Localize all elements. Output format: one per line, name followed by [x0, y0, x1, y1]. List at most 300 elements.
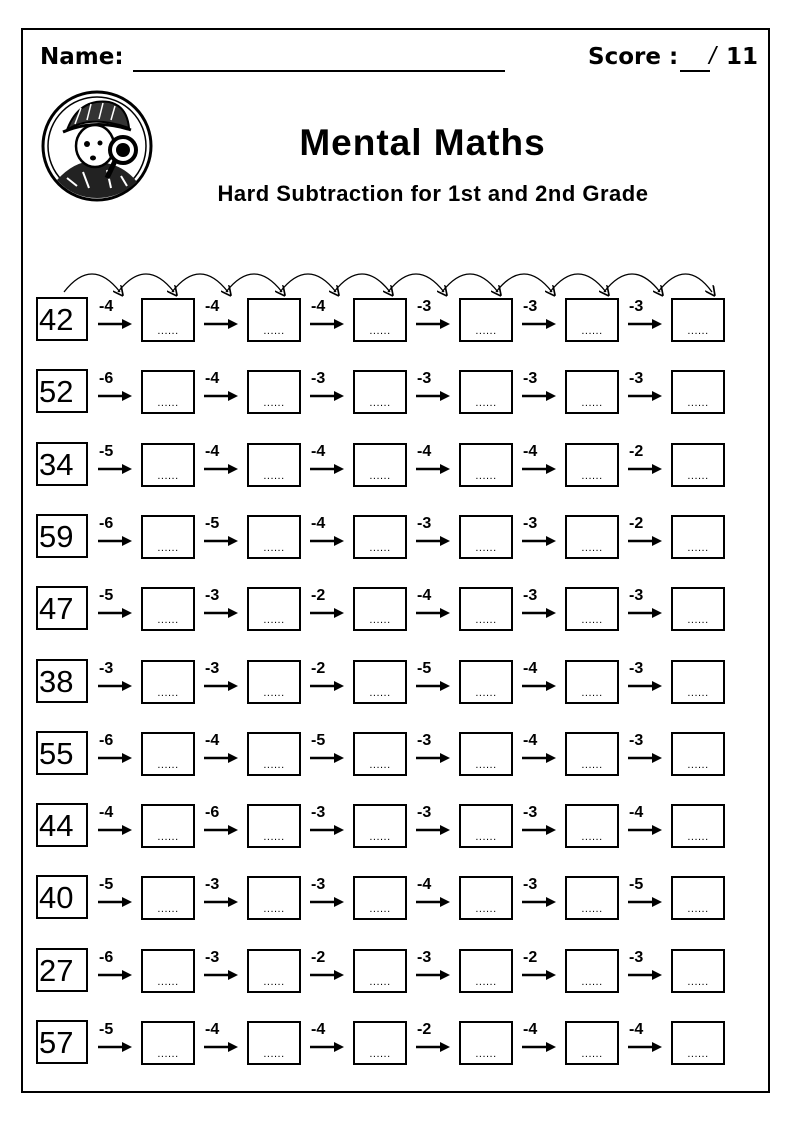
step-value: -5: [99, 1021, 114, 1038]
hop-arcs-icon: [0, 0, 794, 300]
start-number: 40: [36, 875, 88, 919]
subtraction-step: [520, 1021, 558, 1061]
answer-box[interactable]: [247, 587, 301, 631]
answer-box[interactable]: [459, 732, 513, 776]
answer-box[interactable]: [247, 370, 301, 414]
answer-box[interactable]: [353, 1021, 407, 1065]
right-arrow-icon: [202, 1041, 240, 1053]
subtraction-step: [202, 298, 240, 338]
subtraction-step: [626, 370, 664, 410]
step-value: -5: [99, 876, 114, 893]
step-value: -3: [417, 515, 432, 532]
answer-box[interactable]: [671, 804, 725, 848]
right-arrow-icon: [308, 896, 346, 908]
subtraction-step: [308, 732, 346, 772]
start-number: 44: [36, 803, 88, 847]
step-value: -3: [629, 298, 644, 315]
subtraction-step: [308, 587, 346, 627]
answer-box[interactable]: [353, 587, 407, 631]
subtraction-step: [626, 804, 664, 844]
step-value: -4: [205, 370, 220, 387]
right-arrow-icon: [414, 969, 452, 981]
subtraction-step: [202, 370, 240, 410]
right-arrow-icon: [520, 463, 558, 475]
subtraction-step: [520, 298, 558, 338]
answer-box[interactable]: [671, 298, 725, 342]
start-number: 27: [36, 948, 88, 992]
right-arrow-icon: [202, 896, 240, 908]
step-value: -3: [205, 660, 220, 677]
step-value: -3: [205, 587, 220, 604]
right-arrow-icon: [308, 318, 346, 330]
step-value: -4: [523, 1021, 538, 1038]
step-value: -4: [629, 1021, 644, 1038]
problem-row: [36, 948, 736, 996]
right-arrow-icon: [96, 680, 134, 692]
right-arrow-icon: [626, 752, 664, 764]
right-arrow-icon: [202, 969, 240, 981]
answer-blank: ......: [475, 976, 497, 988]
step-value: -3: [523, 804, 538, 821]
subtraction-step: [626, 876, 664, 916]
answer-box[interactable]: [353, 370, 407, 414]
answer-blank: ......: [369, 470, 391, 482]
answer-blank: ......: [157, 903, 179, 915]
subtraction-step: [414, 443, 452, 483]
subtraction-step: [414, 370, 452, 410]
step-value: -6: [99, 515, 114, 532]
right-arrow-icon: [96, 607, 134, 619]
answer-box[interactable]: [565, 949, 619, 993]
subtraction-step: [626, 732, 664, 772]
subtraction-step: [96, 732, 134, 772]
right-arrow-icon: [308, 607, 346, 619]
subtraction-step: [520, 660, 558, 700]
subtraction-step: [308, 660, 346, 700]
answer-box[interactable]: [671, 587, 725, 631]
answer-blank: ......: [157, 325, 179, 337]
answer-blank: ......: [687, 397, 709, 409]
answer-box[interactable]: [141, 298, 195, 342]
right-arrow-icon: [308, 969, 346, 981]
answer-blank: ......: [263, 397, 285, 409]
step-value: -4: [205, 1021, 220, 1038]
right-arrow-icon: [202, 607, 240, 619]
right-arrow-icon: [308, 463, 346, 475]
answer-box[interactable]: [565, 587, 619, 631]
step-value: -4: [523, 732, 538, 749]
score-total: 11: [726, 44, 759, 70]
answer-blank: ......: [581, 542, 603, 554]
answer-box[interactable]: [353, 876, 407, 920]
answer-box[interactable]: [671, 443, 725, 487]
answer-box[interactable]: [247, 1021, 301, 1065]
start-number: 42: [36, 297, 88, 341]
subtraction-step: [202, 949, 240, 989]
answer-blank: ......: [157, 542, 179, 554]
answer-blank: ......: [157, 976, 179, 988]
answer-box[interactable]: [565, 876, 619, 920]
right-arrow-icon: [414, 535, 452, 547]
right-arrow-icon: [202, 535, 240, 547]
subtraction-step: [414, 804, 452, 844]
answer-box[interactable]: [353, 804, 407, 848]
answer-blank: ......: [475, 542, 497, 554]
name-label: Name:: [40, 44, 124, 70]
subtraction-step: [96, 876, 134, 916]
step-value: -3: [417, 949, 432, 966]
answer-box[interactable]: [459, 515, 513, 559]
step-value: -6: [99, 732, 114, 749]
answer-blank: ......: [263, 759, 285, 771]
answer-box[interactable]: [459, 949, 513, 993]
answer-blank: ......: [157, 687, 179, 699]
step-value: -2: [311, 660, 326, 677]
step-value: -2: [523, 949, 538, 966]
right-arrow-icon: [626, 1041, 664, 1053]
subtraction-step: [520, 949, 558, 989]
answer-box[interactable]: [353, 949, 407, 993]
subtraction-step: [414, 876, 452, 916]
right-arrow-icon: [414, 680, 452, 692]
start-number: 55: [36, 731, 88, 775]
step-value: -3: [417, 298, 432, 315]
problem-row: [36, 514, 736, 562]
answer-blank: ......: [157, 831, 179, 843]
right-arrow-icon: [520, 535, 558, 547]
answer-blank: ......: [475, 614, 497, 626]
answer-blank: ......: [157, 614, 179, 626]
step-value: -3: [629, 949, 644, 966]
answer-box[interactable]: [459, 443, 513, 487]
right-arrow-icon: [626, 896, 664, 908]
answer-blank: ......: [263, 976, 285, 988]
right-arrow-icon: [308, 535, 346, 547]
subtraction-step: [626, 298, 664, 338]
subtraction-step: [308, 443, 346, 483]
step-value: -4: [205, 298, 220, 315]
answer-box[interactable]: [141, 949, 195, 993]
subtraction-step: [626, 515, 664, 555]
right-arrow-icon: [520, 680, 558, 692]
answer-blank: ......: [263, 687, 285, 699]
right-arrow-icon: [626, 680, 664, 692]
step-value: -2: [629, 515, 644, 532]
answer-box[interactable]: [565, 732, 619, 776]
answer-blank: ......: [263, 470, 285, 482]
problem-row: [36, 297, 736, 345]
answer-box[interactable]: [247, 298, 301, 342]
step-value: -5: [417, 660, 432, 677]
right-arrow-icon: [202, 463, 240, 475]
subtraction-step: [520, 443, 558, 483]
subtraction-step: [202, 587, 240, 627]
step-value: -4: [417, 443, 432, 460]
subtraction-step: [96, 949, 134, 989]
start-number: 57: [36, 1020, 88, 1064]
right-arrow-icon: [520, 1041, 558, 1053]
answer-box[interactable]: [247, 876, 301, 920]
subtraction-step: [308, 1021, 346, 1061]
answer-blank: ......: [581, 976, 603, 988]
answer-box[interactable]: [671, 1021, 725, 1065]
subtraction-step: [96, 587, 134, 627]
step-value: -6: [99, 949, 114, 966]
subtraction-step: [414, 587, 452, 627]
answer-box[interactable]: [353, 443, 407, 487]
step-value: -4: [311, 515, 326, 532]
answer-blank: ......: [687, 759, 709, 771]
answer-blank: ......: [581, 687, 603, 699]
answer-box[interactable]: [459, 804, 513, 848]
answer-blank: ......: [687, 831, 709, 843]
problem-row: [36, 875, 736, 923]
right-arrow-icon: [414, 824, 452, 836]
answer-blank: ......: [581, 614, 603, 626]
right-arrow-icon: [520, 969, 558, 981]
answer-box[interactable]: [247, 804, 301, 848]
step-value: -3: [417, 732, 432, 749]
answer-box[interactable]: [141, 515, 195, 559]
answer-box[interactable]: [565, 298, 619, 342]
subtraction-step: [96, 804, 134, 844]
subtraction-step: [308, 298, 346, 338]
problem-row: [36, 803, 736, 851]
subtraction-step: [520, 804, 558, 844]
right-arrow-icon: [520, 607, 558, 619]
subtraction-step: [414, 298, 452, 338]
right-arrow-icon: [308, 824, 346, 836]
step-value: -4: [311, 298, 326, 315]
step-value: -3: [311, 370, 326, 387]
subtraction-step: [414, 660, 452, 700]
answer-blank: ......: [581, 397, 603, 409]
answer-blank: ......: [475, 397, 497, 409]
answer-blank: ......: [157, 759, 179, 771]
answer-box[interactable]: [459, 298, 513, 342]
answer-box[interactable]: [565, 443, 619, 487]
answer-blank: ......: [687, 325, 709, 337]
answer-box[interactable]: [459, 370, 513, 414]
answer-box[interactable]: [671, 660, 725, 704]
step-value: -3: [523, 370, 538, 387]
answer-blank: ......: [687, 976, 709, 988]
subtraction-step: [202, 876, 240, 916]
answer-blank: ......: [369, 831, 391, 843]
answer-box[interactable]: [565, 515, 619, 559]
answer-box[interactable]: [247, 515, 301, 559]
right-arrow-icon: [96, 969, 134, 981]
answer-blank: ......: [369, 976, 391, 988]
answer-blank: ......: [475, 831, 497, 843]
start-number: 52: [36, 369, 88, 413]
answer-blank: ......: [369, 1048, 391, 1060]
answer-box[interactable]: [141, 1021, 195, 1065]
step-value: -2: [629, 443, 644, 460]
step-value: -3: [523, 587, 538, 604]
right-arrow-icon: [96, 1041, 134, 1053]
answer-blank: ......: [687, 903, 709, 915]
step-value: -2: [311, 587, 326, 604]
answer-box[interactable]: [459, 1021, 513, 1065]
step-value: -4: [523, 660, 538, 677]
subtraction-step: [626, 1021, 664, 1061]
subtraction-step: [520, 515, 558, 555]
answer-box[interactable]: [247, 732, 301, 776]
answer-box[interactable]: [459, 660, 513, 704]
step-value: -3: [311, 804, 326, 821]
step-value: -4: [311, 1021, 326, 1038]
subtraction-step: [308, 876, 346, 916]
step-value: -4: [205, 732, 220, 749]
score-label: Score :: [588, 44, 679, 70]
answer-box[interactable]: [247, 660, 301, 704]
step-value: -3: [629, 587, 644, 604]
step-value: -4: [99, 298, 114, 315]
subtraction-step: [414, 949, 452, 989]
subtraction-step: [308, 370, 346, 410]
answer-box[interactable]: [671, 370, 725, 414]
answer-box[interactable]: [671, 949, 725, 993]
step-value: -2: [311, 949, 326, 966]
answer-box[interactable]: [565, 804, 619, 848]
answer-blank: ......: [157, 470, 179, 482]
answer-box[interactable]: [459, 876, 513, 920]
start-number: 59: [36, 514, 88, 558]
right-arrow-icon: [308, 752, 346, 764]
problem-row: [36, 586, 736, 634]
step-value: -5: [311, 732, 326, 749]
answer-box[interactable]: [141, 876, 195, 920]
answer-blank: ......: [263, 1048, 285, 1060]
answer-blank: ......: [475, 325, 497, 337]
problem-row: [36, 442, 736, 490]
answer-blank: ......: [475, 470, 497, 482]
answer-box[interactable]: [353, 660, 407, 704]
right-arrow-icon: [308, 390, 346, 402]
subtraction-step: [96, 660, 134, 700]
subtraction-step: [308, 515, 346, 555]
answer-box[interactable]: [671, 876, 725, 920]
answer-blank: ......: [581, 903, 603, 915]
right-arrow-icon: [414, 390, 452, 402]
answer-blank: ......: [157, 1048, 179, 1060]
answer-box[interactable]: [247, 443, 301, 487]
step-value: -3: [629, 370, 644, 387]
subtraction-step: [308, 949, 346, 989]
answer-blank: ......: [475, 903, 497, 915]
right-arrow-icon: [626, 607, 664, 619]
step-value: -3: [629, 660, 644, 677]
problem-row: [36, 369, 736, 417]
start-number: 47: [36, 586, 88, 630]
answer-blank: ......: [263, 325, 285, 337]
subtraction-step: [626, 660, 664, 700]
right-arrow-icon: [626, 463, 664, 475]
step-value: -3: [523, 298, 538, 315]
right-arrow-icon: [414, 607, 452, 619]
step-value: -4: [205, 443, 220, 460]
subtraction-step: [414, 732, 452, 772]
answer-box[interactable]: [353, 298, 407, 342]
start-number: 34: [36, 442, 88, 486]
answer-box[interactable]: [565, 660, 619, 704]
answer-box[interactable]: [565, 1021, 619, 1065]
score-slash: /: [709, 42, 716, 70]
subtraction-step: [202, 804, 240, 844]
answer-blank: ......: [687, 687, 709, 699]
right-arrow-icon: [626, 824, 664, 836]
right-arrow-icon: [626, 535, 664, 547]
answer-blank: ......: [369, 542, 391, 554]
answer-box[interactable]: [141, 370, 195, 414]
answer-blank: ......: [581, 759, 603, 771]
right-arrow-icon: [520, 752, 558, 764]
right-arrow-icon: [414, 752, 452, 764]
answer-box[interactable]: [141, 443, 195, 487]
right-arrow-icon: [520, 318, 558, 330]
right-arrow-icon: [96, 390, 134, 402]
answer-box[interactable]: [459, 587, 513, 631]
answer-blank: ......: [263, 903, 285, 915]
answer-box[interactable]: [141, 804, 195, 848]
answer-blank: ......: [581, 325, 603, 337]
answer-box[interactable]: [141, 587, 195, 631]
right-arrow-icon: [96, 824, 134, 836]
subtraction-step: [96, 443, 134, 483]
answer-blank: ......: [263, 831, 285, 843]
answer-blank: ......: [369, 903, 391, 915]
right-arrow-icon: [202, 318, 240, 330]
page-subtitle: Hard Subtraction for 1st and 2nd Grade: [217, 181, 649, 206]
right-arrow-icon: [414, 1041, 452, 1053]
subtraction-step: [626, 587, 664, 627]
answer-box[interactable]: [141, 732, 195, 776]
answer-blank: ......: [369, 325, 391, 337]
step-value: -3: [523, 515, 538, 532]
answer-blank: ......: [263, 614, 285, 626]
answer-box[interactable]: [671, 515, 725, 559]
right-arrow-icon: [202, 680, 240, 692]
step-value: -4: [629, 804, 644, 821]
subtraction-step: [520, 876, 558, 916]
answer-box[interactable]: [141, 660, 195, 704]
right-arrow-icon: [520, 390, 558, 402]
subtraction-step: [202, 1021, 240, 1061]
answer-box[interactable]: [671, 732, 725, 776]
answer-box[interactable]: [353, 515, 407, 559]
step-value: -5: [99, 587, 114, 604]
right-arrow-icon: [96, 535, 134, 547]
step-value: -3: [311, 876, 326, 893]
answer-box[interactable]: [247, 949, 301, 993]
page-title: Mental Maths: [299, 122, 546, 163]
problem-row: [36, 659, 736, 707]
subtraction-step: [626, 949, 664, 989]
answer-box[interactable]: [353, 732, 407, 776]
answer-blank: ......: [369, 397, 391, 409]
answer-blank: ......: [581, 470, 603, 482]
step-value: -4: [523, 443, 538, 460]
step-value: -3: [629, 732, 644, 749]
subtraction-step: [520, 732, 558, 772]
right-arrow-icon: [202, 752, 240, 764]
answer-box[interactable]: [565, 370, 619, 414]
subtraction-step: [414, 515, 452, 555]
subtraction-step: [414, 1021, 452, 1061]
step-value: -4: [99, 804, 114, 821]
start-number: 38: [36, 659, 88, 703]
